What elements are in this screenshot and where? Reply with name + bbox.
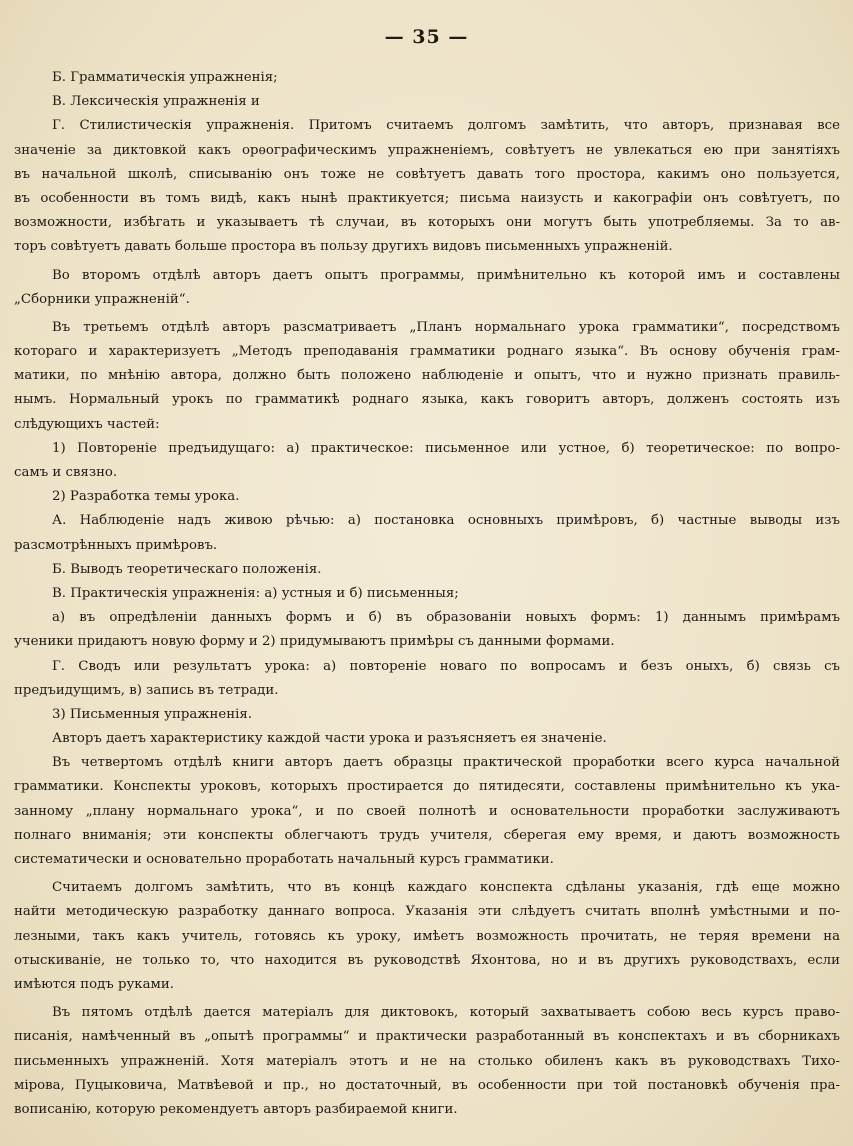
text-line: возможности, избѣгать и указываетъ тѣ случаи, въ которыхъ они могутъ быть употребляемы. За то ав- xyxy=(14,215,840,231)
text-line: Въ пятомъ отдѣлѣ дается матеріалъ для диктовокъ, который захватываетъ собою весь курсъ право- xyxy=(52,1005,840,1021)
text-line: въ особенности въ томъ видѣ, какъ нынѣ практикуется; письма наизусть и какографіи онъ совѣтуетъ, по xyxy=(14,190,840,206)
text-line: письменныхъ упражненій. Хотя матеріалъ этотъ и не на столько обиленъ какъ въ руководствахъ Тихо- xyxy=(14,1053,840,1069)
text-line: найти методическую разработку даннаго вопроса. Указанія эти слѣдуетъ считать вполнѣ умѣстными и по- xyxy=(14,904,840,920)
text-line: отыскиваніе, не только то, что находится въ руководствѣ Яхонтова, но и въ другихъ руководствахъ, если xyxy=(14,952,840,968)
text-line: Въ третьемъ отдѣлѣ авторъ разсматриваетъ „Планъ нормальнаго урока грамматики“, посредствомъ xyxy=(52,319,840,335)
text-line: занному „плану нормальнаго урока“, и по своей полнотѣ и основательности проработки заслуживаютъ xyxy=(14,803,840,819)
text-line: а) въ опредѣленіи данныхъ формъ и б) въ образованіи новыхъ формъ: 1) даннымъ примѣрамъ xyxy=(52,610,840,626)
text-line: матики, по мнѣнію автора, должно быть положено наблюденіе и опытъ, что и нужно признать правиль- xyxy=(14,368,840,384)
text-line: „Сборники упражненій“. xyxy=(14,291,190,307)
document-body xyxy=(14,66,840,1122)
text-line: въ начальной школѣ, списыванію онъ тоже не совѣтуетъ давать того простора, какимъ оно пользуется, xyxy=(14,166,840,182)
text-line: систематически и основательно проработать начальный курсъ грамматики. xyxy=(14,852,554,867)
text-line: 3) Письменныя упражненія. xyxy=(52,706,252,722)
text-line: ученики придаютъ новую форму и 2) придумываютъ примѣры съ данными формами. xyxy=(14,634,615,650)
page-number: — 35 — xyxy=(384,26,469,48)
text-line: В. Практическія упражненія: а) устныя и б) письменныя; xyxy=(52,585,459,601)
text-line: нымъ. Нормальный урокъ по грамматикѣ роднаго языка, какъ говоритъ авторъ, долженъ состоять изъ xyxy=(14,392,840,408)
text-line: самъ и связно. xyxy=(14,465,118,480)
text-line: предъидущимъ, в) запись въ тетради. xyxy=(14,682,279,698)
text-line: вописанію, которую рекомендуетъ авторъ разбираемой книги. xyxy=(14,1101,458,1117)
text-line: грамматики. Конспекты уроковъ, которыхъ простирается до пятидесяти, составлены примѣнительно къ ука- xyxy=(14,779,840,795)
text-line: 1) Повтореніе предъидущаго: а) практическое: письменное или устное, б) теоретическое: по вопро- xyxy=(52,440,840,456)
text-line: Авторъ даетъ характеристику каждой части урока и разъясняетъ ея значеніе. xyxy=(52,731,607,747)
text-line: имѣются подъ руками. xyxy=(14,976,174,992)
text-line: лезными, такъ какъ учитель, готовясь къ уроку, имѣетъ возможность прочитать, не теряя времени на xyxy=(14,928,840,944)
text-line: Г. Сводъ или результатъ урока: а) повтореніе новаго по вопросамъ и безъ оныхъ, б) связь съ xyxy=(52,658,840,674)
text-line: 2) Разработка темы урока. xyxy=(52,489,240,505)
text-line: Б. Грамматическія упражненія; xyxy=(52,70,278,85)
text-line: В. Лексическія упражненія и xyxy=(52,94,260,110)
text-line: А. Наблюденіе надъ живою рѣчью: а) постановка основныхъ примѣровъ, б) частные выводы изъ xyxy=(52,513,840,529)
text-line: Во второмъ отдѣлѣ авторъ даетъ опытъ программы, примѣнительно къ которой имъ и составлены xyxy=(52,267,840,283)
text-line: котораго и характеризуетъ „Методъ преподаванія грамматики роднаго языка“. Въ основу обученія грам- xyxy=(14,344,840,360)
text-line: писанія, намѣченный въ „опытѣ программы“ и практически разработанный въ конспектахъ и въ сборникахъ xyxy=(14,1029,840,1045)
text-line: разсмотрѣнныхъ примѣровъ. xyxy=(14,537,218,553)
text-line: Г. Стилистическія упражненія. Притомъ считаемъ долгомъ замѣтить, что авторъ, признавая все xyxy=(52,118,840,134)
text-line: значеніе за диктовкой какъ орѳографическимъ упражненіемъ, совѣтуетъ не увлекаться ею при занятіяхъ xyxy=(14,142,840,158)
text-line: Б. Выводъ теоретическаго положенія. xyxy=(52,561,322,577)
text-line: полнаго вниманія; эти конспекты облегчаютъ трудъ учителя, сберегая ему время, и даютъ возможность xyxy=(14,827,840,843)
text-line: слѣдующихъ частей: xyxy=(14,416,160,432)
text-line: Считаемъ долгомъ замѣтить, что въ концѣ каждаго конспекта сдѣланы указанія, гдѣ еще можно xyxy=(52,880,840,896)
text-line: торъ совѣтуетъ давать больше простора въ пользу другихъ видовъ письменныхъ упражненій. xyxy=(14,239,673,255)
text-line: мірова, Пуцыковича, Матвѣевой и пр., но достаточный, въ особенности при той постановкѣ обученія пра- xyxy=(14,1077,840,1093)
text-line: Въ четвертомъ отдѣлѣ книги авторъ даетъ образцы практической проработки всего курса начальной xyxy=(52,755,840,771)
